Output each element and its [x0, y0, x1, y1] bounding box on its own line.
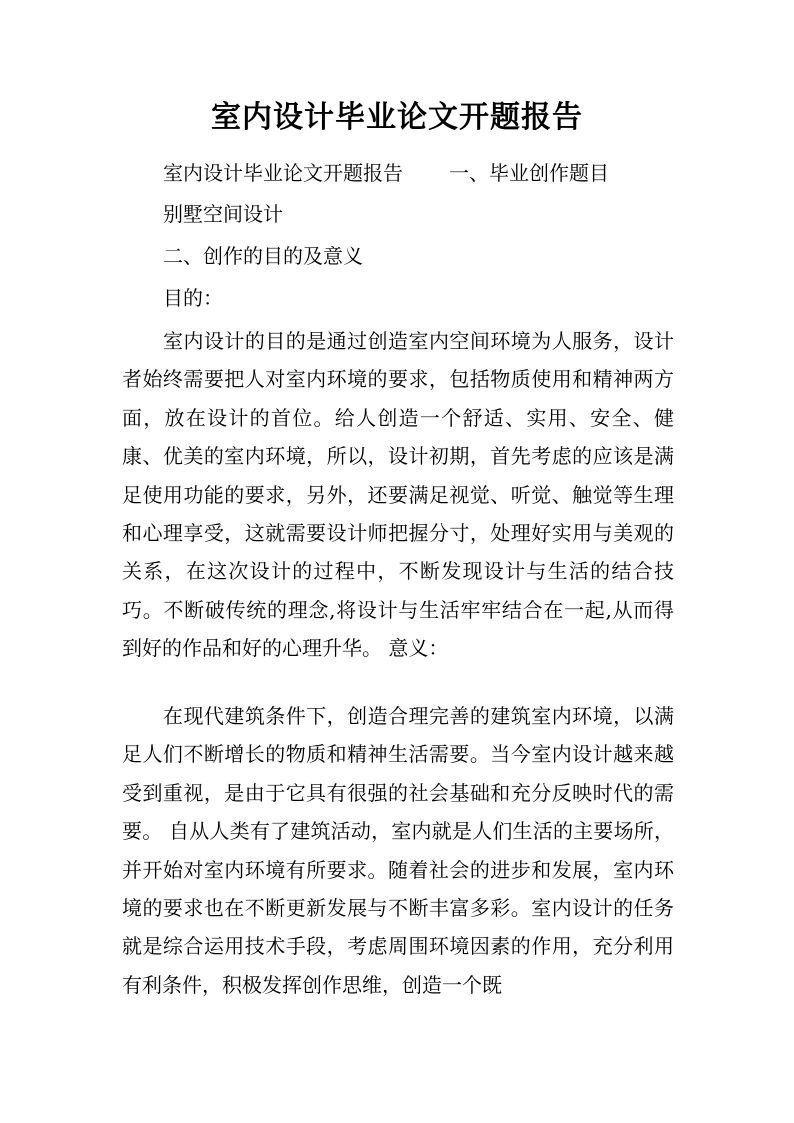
- purpose-label: 目的：: [163, 286, 223, 310]
- document-title: 室内设计毕业论文开题报告: [211, 100, 583, 135]
- subtitle-line: [163, 158, 609, 188]
- topic-text: 别墅空间设计: [163, 202, 283, 226]
- significance-paragraph: 在现代建筑条件下，创造合理完善的建筑室内环境，以满足人们不断增长的物质和精神生活需要。当今室内设计越来越受到重视，是由于它具有很强的社会基础和充分反映时代的需要。 自从人类有了建筑活动，室内就是人们生活的主要场所，并开始对室内环境有所要求。随着社会的进步和发展，室内环境的要求也在不断更新发展与不断丰富多彩。室内设计的任务就是综合运用技术手段，考虑周围环境因素的作用，充分利用有利条件，积极发挥创作思维，创造一个既: [122, 704, 674, 997]
- section-2-heading: 二、创作的目的及意义: [163, 244, 363, 268]
- purpose-paragraph: 室内设计的目的是通过创造室内空间环境为人服务，设计者始终需要把人对室内环境的要求，包括物质使用和精神两方面，放在设计的首位。给人创造一个舒适、实用、安全、健康、优美的室内环境，所以，设计初期，首先考虑的应该是满足使用功能的要求，另外，还要满足视觉、听觉、触觉等生理和心理享受，这就需要设计师把握分寸，处理好实用与美观的关系，在这次设计的过程中，不断发现设计与生活的结合技巧。不断破传统的理念,将设计与生活牢牢结合在一起,从而得到好的作品和好的心理升华。 意义：: [122, 329, 674, 661]
- section-1-heading: 一、毕业创作题目: [449, 161, 609, 185]
- subtitle-text: 室内设计毕业论文开题报告: [163, 161, 403, 185]
